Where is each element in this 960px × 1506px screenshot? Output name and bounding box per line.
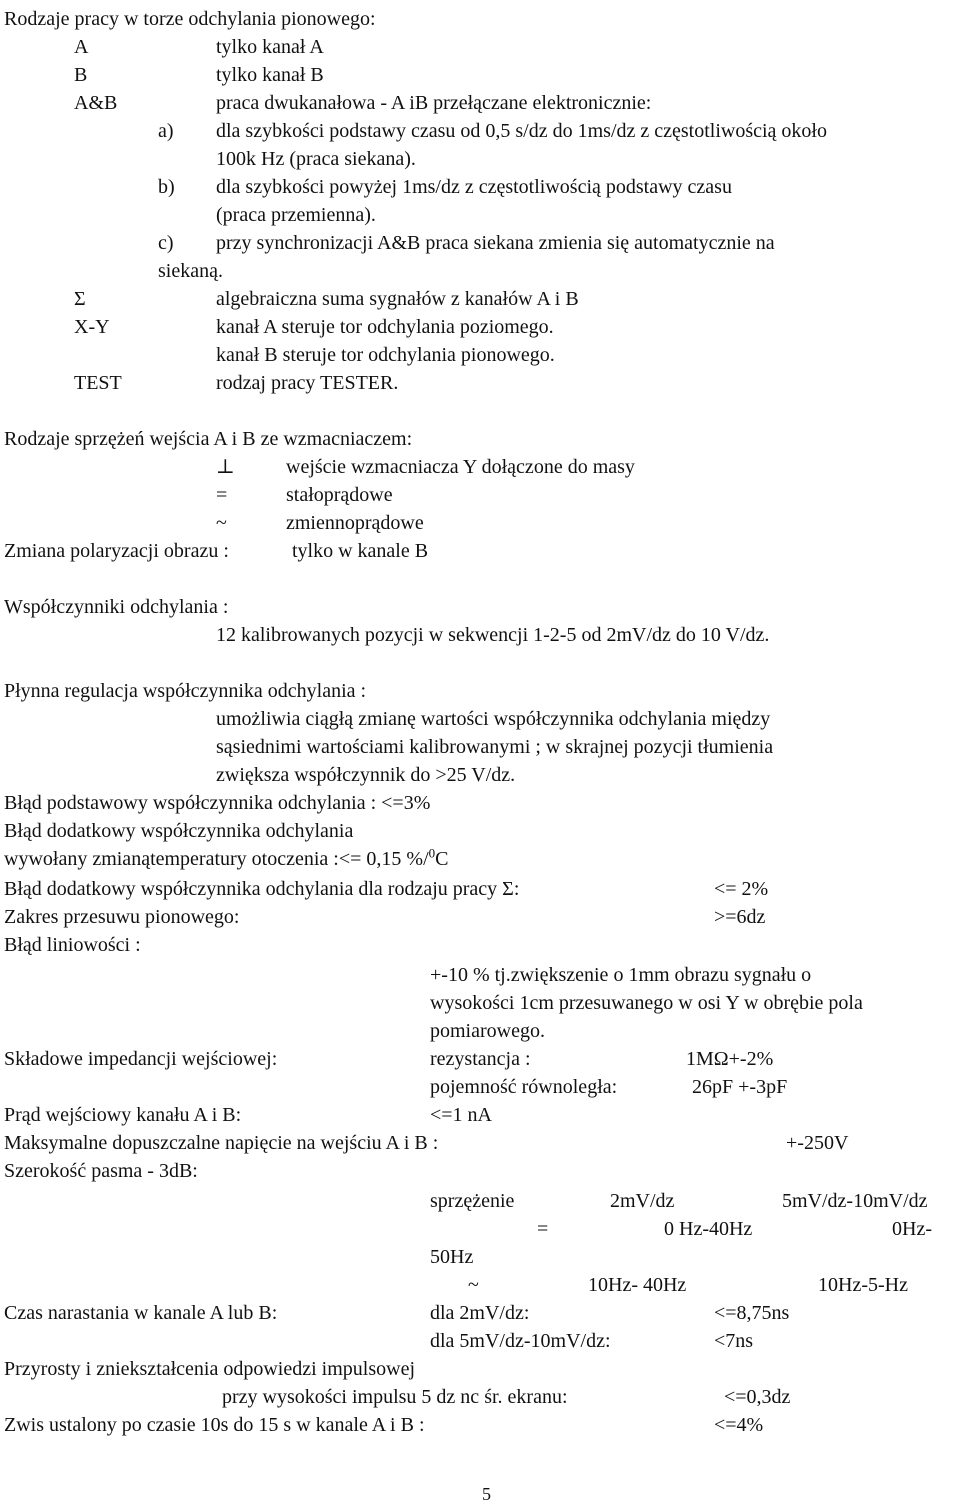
rise-time-r1-value: <=8,75ns xyxy=(714,1302,790,1324)
mode-desc-xy-line1: kanał A steruje tor odchylania poziomego. xyxy=(216,316,554,338)
coupling-desc-ac: zmiennoprądowe xyxy=(286,512,424,534)
bandwidth-label: Szerokość pasma - 3dB: xyxy=(4,1160,198,1182)
temp-error-text: wywołany zmianątemperatury otoczenia :<= 0,15 %/ xyxy=(4,848,429,870)
input-current-value: <=1 nA xyxy=(430,1104,493,1126)
section-title-coupling: Rodzaje sprzężeń wejścia A i B ze wzmacniaczem: xyxy=(4,428,413,450)
mode-desc-xy-line2: kanał B steruje tor odchylania pionowego. xyxy=(216,344,555,366)
impedance-label: Składowe impedancji wejściowej: xyxy=(4,1048,278,1070)
fine-adjust-line2: sąsiednimi wartościami kalibrowanymi ; w skrajnej pozycji tłumienia xyxy=(216,736,774,758)
degree-superscript: 0 xyxy=(428,845,436,861)
dc-symbol: = xyxy=(216,484,228,506)
coupling-desc-dc: stałoprądowe xyxy=(286,484,393,506)
max-voltage-label: Maksymalne dopuszczalne napięcie na wejściu A i B : xyxy=(4,1132,439,1154)
coupling-desc-gnd: wejście wzmacniacza Y dołączone do masy xyxy=(286,456,635,478)
sag-value: <=4% xyxy=(714,1414,764,1436)
sub-key-c: c) xyxy=(158,232,174,254)
sub-desc-a-line2: 100k Hz (praca siekana). xyxy=(216,148,416,170)
linearity-line1: +-10 % tj.zwiększenie o 1mm obrazu sygnału o xyxy=(430,964,812,986)
section-title-work-modes: Rodzaje pracy w torze odchylania pionowego: xyxy=(4,8,376,30)
bandwidth-ac-5mv: 10Hz-5-Hz xyxy=(818,1274,908,1296)
sub-desc-a-line1: dla szybkości podstawy czasu od 0,5 s/dz do 1ms/dz z częstotliwością około xyxy=(216,120,827,142)
sub-desc-c-line2: siekaną. xyxy=(158,260,223,282)
ground-symbol-icon: ⊥ xyxy=(216,456,235,478)
rise-time-r1-label: dla 2mV/dz: xyxy=(430,1302,530,1324)
bandwidth-dc-2mv: 0 Hz-40Hz xyxy=(664,1218,753,1240)
bandwidth-dc-5mv: 0Hz- xyxy=(892,1218,932,1240)
fine-adjust-line1: umożliwia ciągłą zmianę wartości współczynnika odchylania między xyxy=(216,708,771,730)
shift-range-value: >=6dz xyxy=(714,906,766,928)
linearity-line3: pomiarowego. xyxy=(430,1020,545,1042)
rise-time-r2-label: dla 5mV/dz-10mV/dz: xyxy=(430,1330,611,1352)
linearity-line2: wysokości 1cm przesuwanego w osi Y w obrębie pola xyxy=(430,992,863,1014)
sag-label: Zwis ustalony po czasie 10s do 15 s w kanale A i B : xyxy=(4,1414,425,1436)
overshoot-line2: przy wysokości impulsu 5 dz nc śr. ekranu: xyxy=(222,1386,568,1408)
bandwidth-dc-symbol: = xyxy=(537,1218,549,1240)
additional-error-line1: Błąd dodatkowy współczynnika odchylania xyxy=(4,820,354,842)
sub-key-a: a) xyxy=(158,120,174,142)
fine-adjust-line3: zwiększa współczynnik do >25 V/dz. xyxy=(216,764,516,786)
sum-error-label: Błąd dodatkowy współczynnika odchylania dla rodzaju pracy Σ: xyxy=(4,878,520,900)
bandwidth-header-coupling: sprzężenie xyxy=(430,1190,515,1212)
section-title-deflection: Współczynniki odchylania : xyxy=(4,596,229,618)
sub-key-b: b) xyxy=(158,176,175,198)
ac-symbol: ~ xyxy=(216,512,227,534)
rise-time-r2-value: <7ns xyxy=(714,1330,754,1352)
basic-error: Błąd podstawowy współczynnika odchylania : <=3% xyxy=(4,792,431,814)
overshoot-value: <=0,3dz xyxy=(724,1386,791,1408)
impedance-r-value: 1MΩ+-2% xyxy=(686,1048,774,1070)
impedance-c-value: 26pF +-3pF xyxy=(692,1076,788,1098)
mode-key-sum: Σ xyxy=(74,288,86,310)
bandwidth-header-5mv: 5mV/dz-10mV/dz xyxy=(782,1190,928,1212)
bandwidth-ac-2mv: 10Hz- 40Hz xyxy=(588,1274,687,1296)
polarity-value: tylko w kanale B xyxy=(292,540,429,562)
mode-key-a: A xyxy=(74,36,89,58)
mode-key-b: B xyxy=(74,64,88,86)
temp-unit: C xyxy=(435,848,449,870)
mode-desc-ab: praca dwukanałowa - A iB przełączane elektronicznie: xyxy=(216,92,652,114)
bandwidth-ac-symbol: ~ xyxy=(468,1274,479,1296)
mode-desc-sum: algebraiczna suma sygnałów z kanałów A i B xyxy=(216,288,579,310)
overshoot-line1: Przyrosty i zniekształcenia odpowiedzi impulsowej xyxy=(4,1358,416,1380)
deflection-value: 12 kalibrowanych pozycji w sekwencji 1-2-5 od 2mV/dz do 10 V/dz. xyxy=(216,624,770,646)
mode-key-xy: X-Y xyxy=(74,316,110,338)
mode-key-ab: A&B xyxy=(74,92,118,114)
sum-error-value: <= 2% xyxy=(714,878,769,900)
bandwidth-header-2mv: 2mV/dz xyxy=(610,1190,675,1212)
input-current-label: Prąd wejściowy kanału A i B: xyxy=(4,1104,242,1126)
bandwidth-dc-5mv-cont: 50Hz xyxy=(430,1246,474,1268)
page-number: 5 xyxy=(482,1484,491,1504)
mode-desc-a: tylko kanał A xyxy=(216,36,324,58)
polarity-label: Zmiana polaryzacji obrazu : xyxy=(4,540,229,562)
shift-range-label: Zakres przesuwu pionowego: xyxy=(4,906,240,928)
section-title-fine-adjust: Płynna regulacja współczynnika odchylania : xyxy=(4,680,367,702)
mode-desc-b: tylko kanał B xyxy=(216,64,324,86)
rise-time-label: Czas narastania w kanale A lub B: xyxy=(4,1302,278,1324)
impedance-r-label: rezystancja : xyxy=(430,1048,531,1070)
linearity-label: Błąd liniowości : xyxy=(4,934,141,956)
max-voltage-value: +-250V xyxy=(786,1132,849,1154)
impedance-c-label: pojemność równoległa: xyxy=(430,1076,618,1098)
sub-desc-b-line2: (praca przemienna). xyxy=(216,204,376,226)
sub-desc-c-line1: przy synchronizacji A&B praca siekana zmienia się automatycznie na xyxy=(216,232,775,254)
mode-desc-test: rodzaj pracy TESTER. xyxy=(216,372,399,394)
additional-error-temp xyxy=(4,847,448,871)
mode-key-test: TEST xyxy=(74,372,122,394)
sub-desc-b-line1: dla szybkości powyżej 1ms/dz z częstotliwością podstawy czasu xyxy=(216,176,732,198)
